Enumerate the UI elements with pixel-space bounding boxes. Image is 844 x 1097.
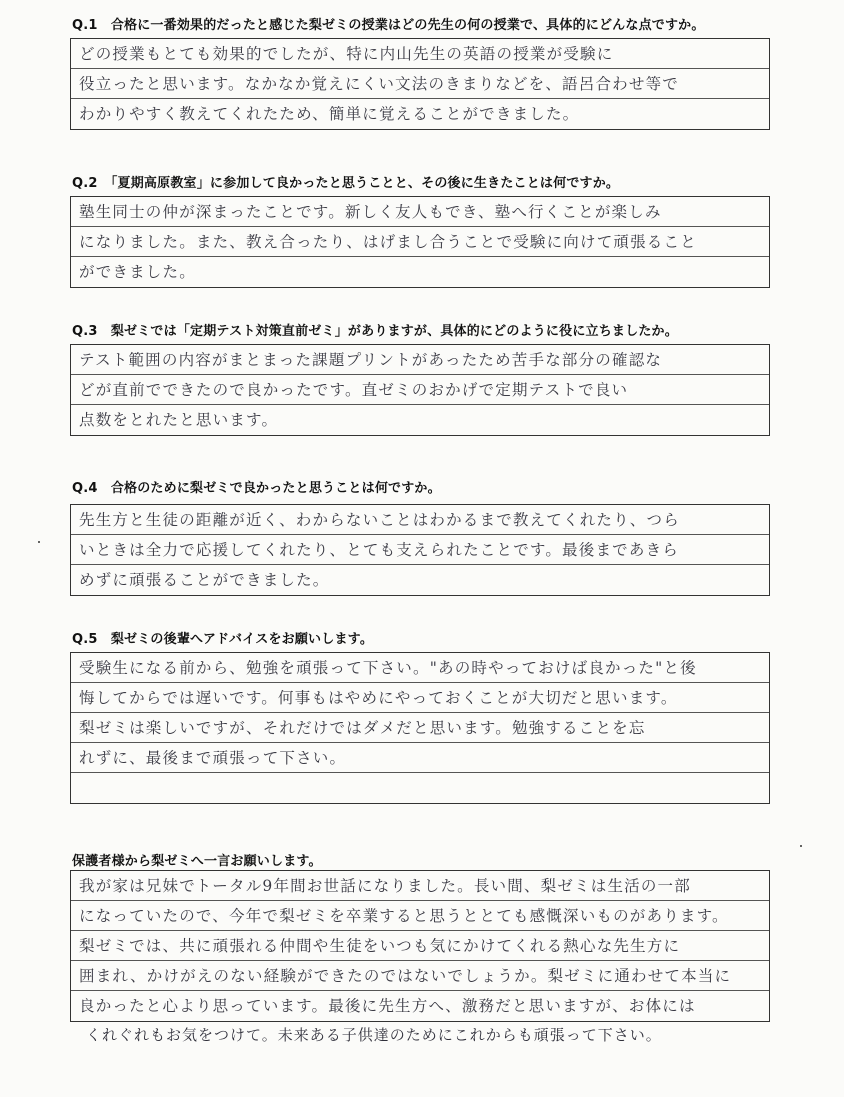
guardian-line-4: 囲まれ、かけがえのない経験ができたのではないでしょうか。梨ゼミに通わせて本当に <box>71 961 769 991</box>
q5-line-1: 受験生になる前から、勉強を頑張って下さい。"あの時やっておけば良かった"と後 <box>71 653 769 683</box>
q1-answer-box[interactable] <box>70 38 770 130</box>
q5-line-4: れずに、最後まで頑張って下さい。 <box>71 743 769 773</box>
q1-line-1: どの授業もとても効果的でしたが、特に内山先生の英語の授業が受験に <box>71 39 769 69</box>
q1-line-2: 役立ったと思います。なかなか覚えにくい文法のきまりなどを、語呂合わせ等で <box>71 69 769 99</box>
q3-title: Q.3 梨ゼミでは「定期テスト対策直前ゼミ」がありますが、具体的にどのように役に立ちましたか。 <box>72 324 678 339</box>
q4-answer-box[interactable] <box>70 504 770 596</box>
q4-line-2: いときは全力で応援してくれたり、とても支えられたことです。最後まであきら <box>71 535 769 565</box>
q4-title: Q.4 合格のために梨ゼミで良かったと思うことは何ですか。 <box>72 481 441 496</box>
q5-answer-box[interactable] <box>70 652 770 804</box>
q5-title: Q.5 梨ゼミの後輩へアドバイスをお願いします。 <box>72 632 374 647</box>
guardian-line-2: になっていたので、今年で梨ゼミを卒業すると思うととても感慨深いものがあります。 <box>71 901 769 931</box>
q2-title: Q.2 「夏期高原教室」に参加して良かったと思うことと、その後に生きたことは何ですか。 <box>72 176 620 191</box>
guardian-overflow-line: くれぐれもお気をつけて。未来ある子供達のためにこれからも頑張って下さい。 <box>86 1026 662 1044</box>
guardian-line-3: 梨ゼミでは、共に頑張れる仲間や生徒をいつも気にかけてくれる熱心な先生方に <box>71 931 769 961</box>
q3-line-3: 点数をとれたと思います。 <box>79 411 279 429</box>
q1-line-3: わかりやすく教えてくれたため、簡単に覚えることができました。 <box>79 105 580 123</box>
q4-line-1: 先生方と生徒の距離が近く、わからないことはわかるまで教えてくれたり、つら <box>71 505 769 535</box>
q3-line-1: テスト範囲の内容がまとまった課題プリントがあったため苦手な部分の確認な <box>71 345 769 375</box>
q2-line-2: になりました。また、教え合ったり、はげまし合うことで受験に向けて頑張ること <box>71 227 769 257</box>
q3-answer-box[interactable] <box>70 344 770 436</box>
guardian-answer-box[interactable] <box>70 870 770 1022</box>
q1-title: Q.1 合格に一番効果的だったと感じた梨ゼミの授業はどの先生の何の授業で、具体的にどんな点ですか。 <box>72 18 705 33</box>
q5-line-5 <box>71 773 769 803</box>
q2-line-1: 塾生同士の仲が深まったことです。新しく友人もでき、塾へ行くことが楽しみ <box>71 197 769 227</box>
q5-line-2: 悔してからでは遅いです。何事もはやめにやっておくことが大切だと思います。 <box>71 683 769 713</box>
stray-dot <box>38 541 40 543</box>
q2-line-3: ができました。 <box>79 263 196 281</box>
q3-line-2: どが直前でできたので良かったです。直ゼミのおかげで定期テストで良い <box>71 375 769 405</box>
q2-answer-box[interactable] <box>70 196 770 288</box>
guardian-line-1: 我が家は兄妹でトータル9年間お世話になりました。長い間、梨ゼミは生活の一部 <box>71 871 769 901</box>
q4-line-3: めずに頑張ることができました。 <box>79 571 330 589</box>
guardian-title: 保護者様から梨ゼミへ一言お願いします。 <box>72 854 322 869</box>
q5-line-3: 梨ゼミは楽しいですが、それだけではダメだと思います。勉強することを忘 <box>71 713 769 743</box>
stray-dot <box>800 845 802 847</box>
guardian-line-5: 良かったと心より思っています。最後に先生方へ、激務だと思いますが、お体には <box>79 997 696 1015</box>
